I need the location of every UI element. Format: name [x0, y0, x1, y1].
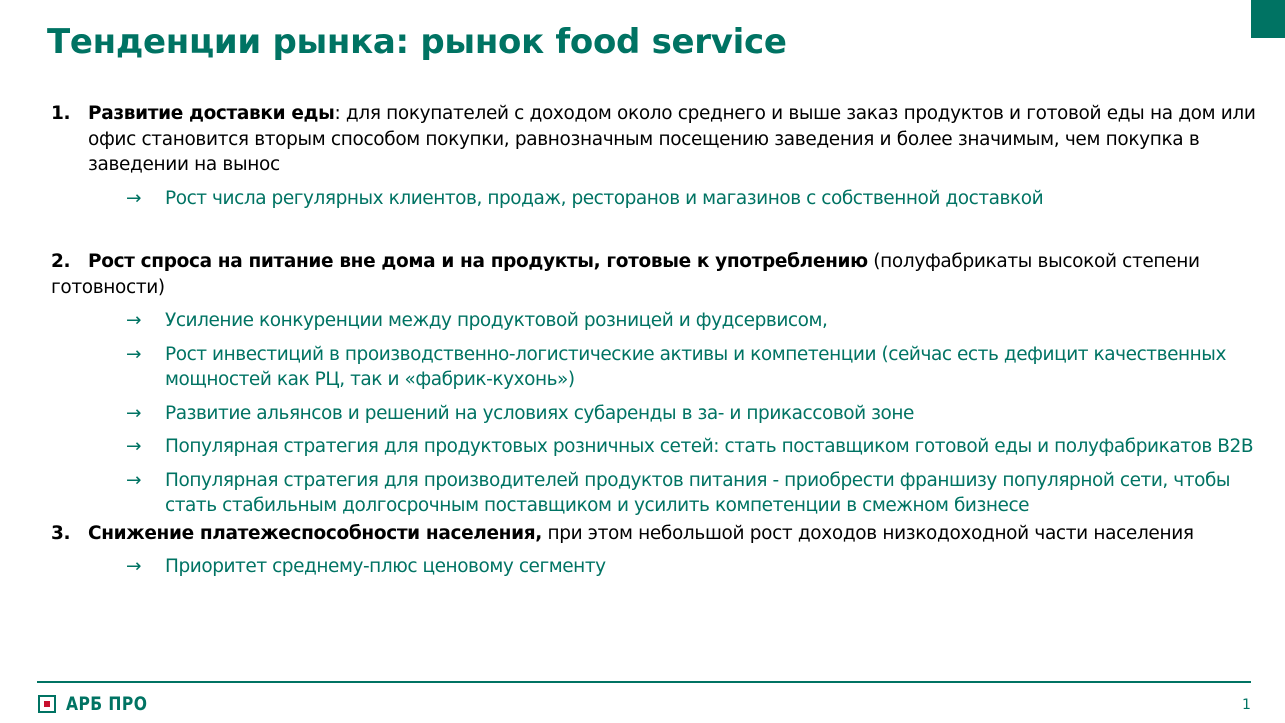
sub-item: → Популярная стратегия для производителей продуктов питания - приобрести франшизу популярной сети, чтобы стать стабильным долгосрочным поставщиком и усилить компетенции в смежном бизнесе — [126, 469, 1231, 516]
arrow-right-icon: → — [126, 436, 142, 457]
sub-item: → Рост числа регулярных клиентов, продаж, ресторанов и магазинов с собственной доставкой — [51, 186, 1279, 212]
arrow-right-icon: → — [126, 187, 142, 209]
sub-item: → Усиление конкуренции между продуктовой розницей и фудсервисом, — [51, 308, 1279, 334]
point-heading: Развитие доставки еды — [88, 103, 335, 124]
arrow-right-icon: → — [126, 343, 142, 365]
footer-divider — [37, 681, 1251, 683]
point-1 — [51, 101, 1279, 178]
point-heading: Снижение платежеспособности населения, — [88, 522, 542, 544]
logo-text: АРБ ПРО — [66, 693, 148, 715]
company-logo — [38, 692, 165, 716]
point-number: 3. — [51, 522, 71, 544]
arrow-right-icon: → — [126, 402, 142, 424]
sub-item: → Популярная стратегия для продуктовых розничных сетей: стать поставщиком готовой еды и полуфабрикатов B2B — [51, 434, 1279, 460]
point-3 — [51, 521, 1279, 547]
point-text: (полуфабрикаты высокой степени готовности) — [51, 251, 1200, 298]
arrow-right-icon: → — [126, 469, 142, 491]
slide-content — [51, 101, 1279, 588]
point-text: : для покупателей с доходом около среднего и выше заказ продуктов и готовой еды на дом или офис становится вторым способом покупки, равнозначным посещению заведения и более значимым, чем покупка в заведении на вынос — [88, 103, 1256, 175]
point-2-subs — [51, 308, 1279, 519]
point-3-subs — [51, 554, 1279, 580]
point-number: 2. — [51, 251, 71, 272]
sub-item: → Приоритет среднему-плюс ценовому сегменту — [51, 554, 1279, 580]
slide-title: Тенденции рынка: рынок food service — [47, 22, 787, 62]
corner-accent-block — [1251, 0, 1285, 38]
sub-item: → Рост инвестиций в производственно-логистические активы и компетенции (сейчас есть дефицит качественных мощностей как РЦ, так и «фабрик-кухонь») — [126, 343, 1226, 390]
page-number: 1 — [1242, 697, 1251, 713]
point-1-subs — [51, 186, 1279, 212]
sub-item: → Развитие альянсов и решений на условиях субаренды в за- и прикассовой зоне — [51, 401, 1279, 427]
arrow-right-icon: → — [126, 310, 142, 331]
point-heading: Рост спроса на питание вне дома и на продукты, готовые к употреблению — [88, 251, 868, 272]
point-2 — [51, 249, 1279, 300]
logo-mark-icon — [38, 695, 56, 713]
point-number: 1. — [51, 103, 71, 124]
arrow-right-icon: → — [126, 556, 142, 577]
point-text: при этом небольшой рост доходов низкодоходной части населения — [541, 522, 1194, 544]
